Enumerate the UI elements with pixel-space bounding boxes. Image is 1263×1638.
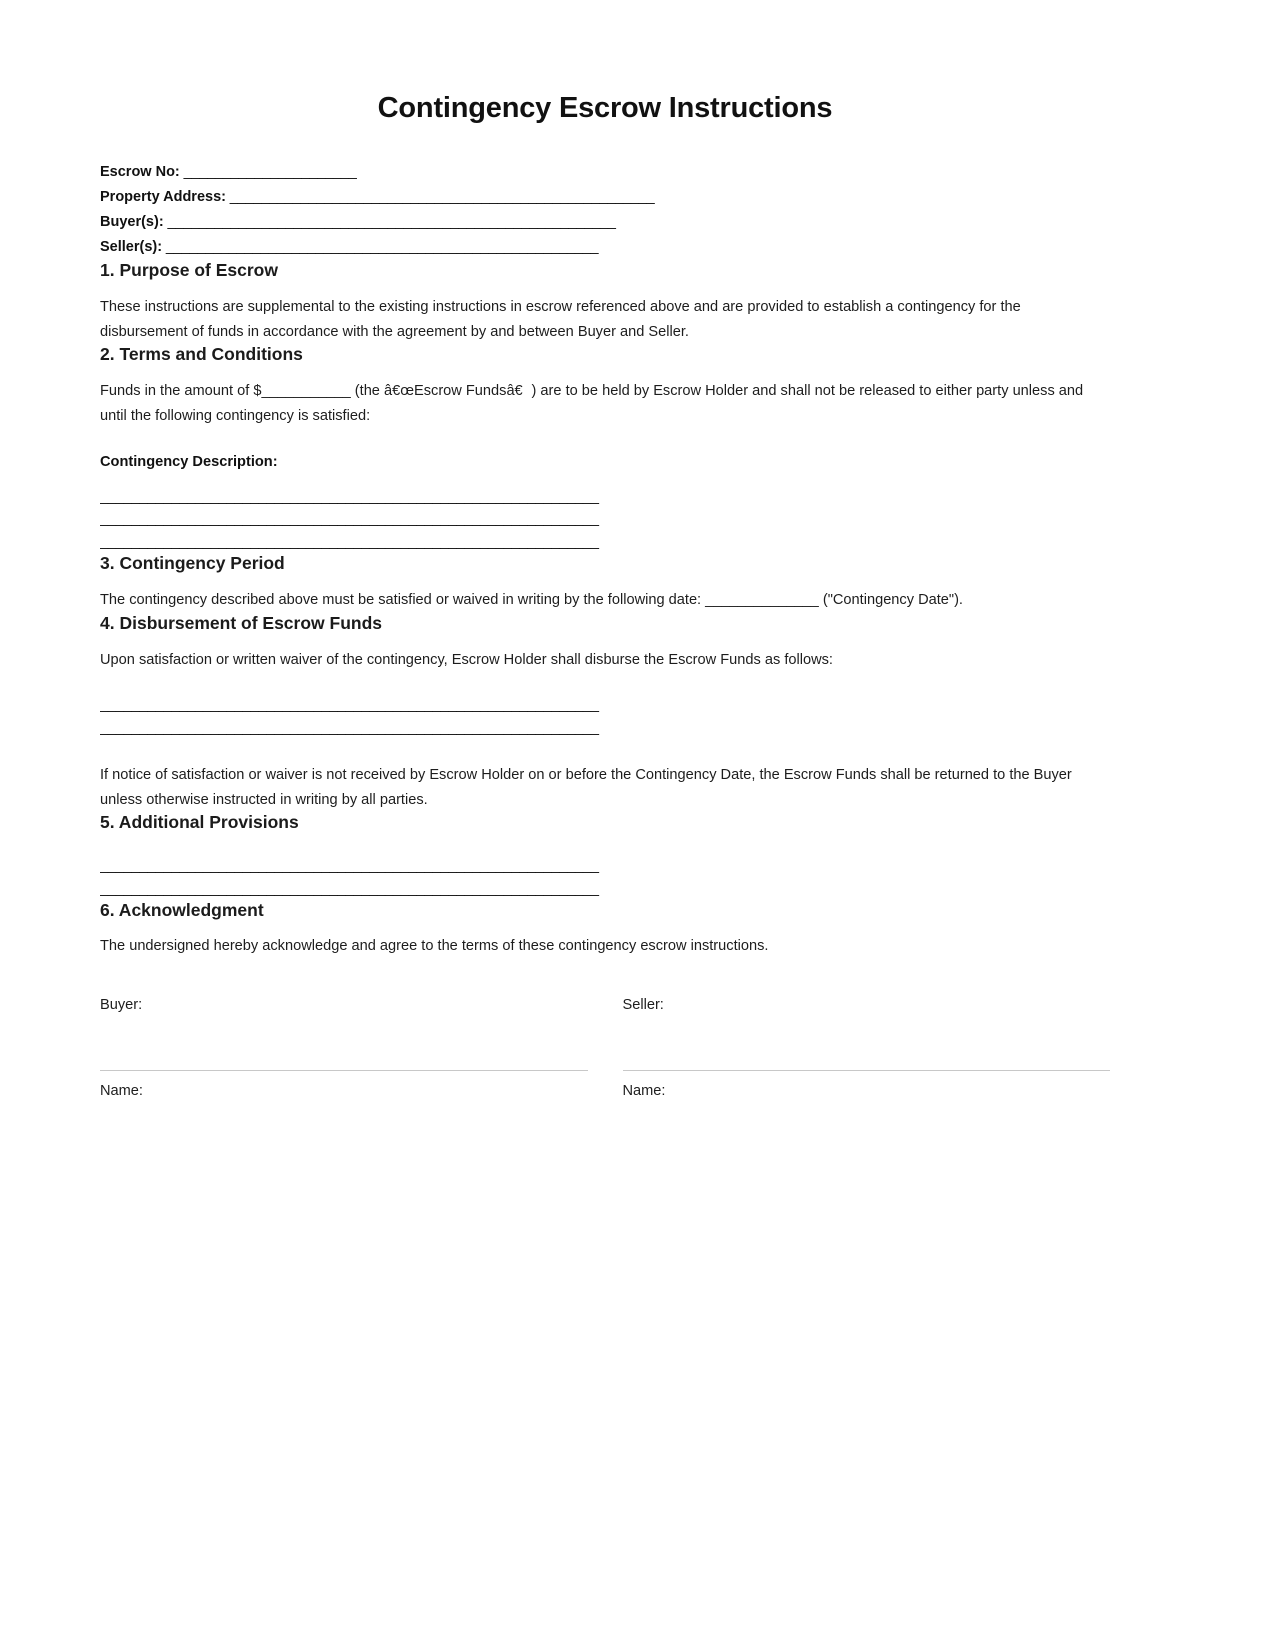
section-text-acknowledgment: The undersigned hereby acknowledge and agree to the terms of these contingency escrow instructions.	[100, 938, 769, 955]
page-title: Contingency Escrow Instructions	[377, 92, 833, 124]
fill-line[interactable]: _______________________________________________________________	[100, 488, 599, 505]
field-line-escrow-no[interactable]: ______________________	[179, 164, 357, 181]
field-label-buyers: Buyer(s):	[100, 214, 164, 231]
signature-role-label-seller: Seller:	[622, 996, 664, 1013]
section-heading-purpose: 1. Purpose of Escrow	[100, 260, 278, 281]
signature-name-label-seller: Name:	[622, 1083, 666, 1100]
section-text-disbursement: Upon satisfaction or written waiver of the contingency, Escrow Holder shall disburse the Escrow Funds as follows:	[100, 651, 833, 668]
signature-column-seller	[623, 997, 1111, 1101]
field-line-property-address[interactable]: ______________________________________________________	[225, 189, 655, 206]
field-line-buyers[interactable]: _________________________________________________________	[163, 214, 616, 231]
field-row-escrow-no	[100, 160, 1110, 185]
signature-line-seller[interactable]	[623, 1070, 1111, 1071]
signature-block	[100, 997, 1110, 1101]
field-row-property-address	[100, 185, 1110, 210]
fill-line[interactable]: _______________________________________________________________	[100, 880, 599, 897]
section-text-disbursement-notice: If notice of satisfaction or waiver is not received by Escrow Holder on or before the Contingency Date, the Escrow Funds shall be returned to the Buyer unless otherwise instructed in writing by all parties.	[100, 767, 1072, 808]
fill-line[interactable]: _______________________________________________________________	[100, 858, 599, 875]
signature-line-buyer[interactable]	[100, 1070, 588, 1071]
section-heading-additional-provisions: 5. Additional Provisions	[100, 812, 299, 833]
signature-role-label-buyer: Buyer:	[100, 996, 143, 1013]
section-heading-terms: 2. Terms and Conditions	[100, 344, 303, 365]
section-heading-contingency-period: 3. Contingency Period	[100, 553, 285, 574]
section-text-terms: Funds in the amount of $___________ (the â€œEscrow Fundsâ€) are to be held by Escrow Holder and shall not be released to either party unless and until the following contingency is satisfied:	[100, 383, 1084, 424]
section-heading-acknowledgment: 6. Acknowledgment	[100, 900, 264, 921]
field-row-buyers	[100, 210, 1110, 235]
section-heading-disbursement: 4. Disbursement of Escrow Funds	[100, 612, 382, 633]
field-label-sellers: Seller(s):	[100, 239, 163, 256]
fill-line[interactable]: _______________________________________________________________	[100, 511, 599, 528]
disbursement-fill-lines	[100, 694, 1110, 739]
fill-line[interactable]: _______________________________________________________________	[100, 533, 599, 550]
signature-name-label-buyer: Name:	[100, 1083, 143, 1100]
field-label-property-address: Property Address:	[100, 189, 226, 206]
field-label-escrow-no: Escrow No:	[100, 164, 180, 181]
signature-column-buyer	[100, 997, 588, 1101]
field-row-sellers	[100, 235, 1110, 260]
contingency-description-label: Contingency Description:	[100, 454, 278, 471]
contingency-description-fill-lines	[100, 486, 1110, 554]
document-content	[100, 0, 1110, 1101]
section-text-purpose: These instructions are supplemental to the existing instructions in escrow referenced above and are provided to establish a contingency for the disbursement of funds in accordance with the agreement by and between Buyer and Seller.	[100, 299, 1021, 340]
fill-line[interactable]: _______________________________________________________________	[100, 719, 599, 736]
additional-provisions-fill-lines	[100, 855, 1110, 900]
fill-line[interactable]: _______________________________________________________________	[100, 697, 599, 714]
field-line-sellers[interactable]: _______________________________________________________	[162, 239, 599, 256]
header-fields	[100, 160, 1110, 260]
section-text-contingency-period: The contingency described above must be satisfied or waived in writing by the following date: ______________ ("Contingency Date").	[100, 592, 963, 609]
